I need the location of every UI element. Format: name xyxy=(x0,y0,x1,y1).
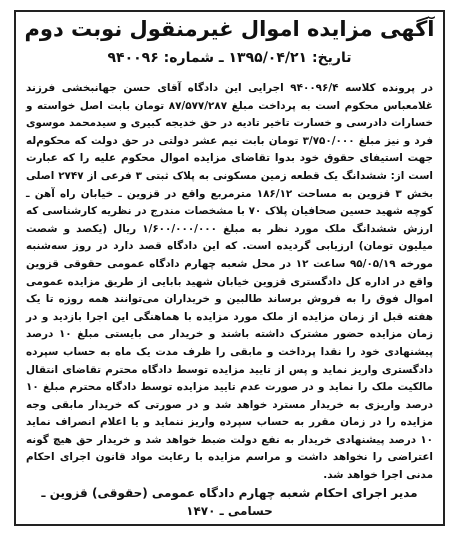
notice-body: در پرونده کلاسه ۹۴۰۰۹۶/۴ اجرایی این دادگاه آقای حسن جهانبخشی فرزند غلامعباس محکوم است به پرداخت مبلغ ۸۷/۵۷۷/۲۸۷ تومان بابت اصل خواسته و خسارات دادرسی و خسارت تاخیر تادیه در حق خدیجه کبیری و سیدمحمد موسوی فرد و نیز مبلغ ۳/۷۵۰/۰۰۰ تومان بابت نیم عشر دولتی در حق دولت که محکوم‌له جهت استیفای حقوق خود بدوا تقاضای مزایده اموال محکوم علیه را که عبارت است از: ششدانگ یک قطعه زمین مسکونی به پلاک ثبتی ۳ فرعی از ۲۷۴۷ اصلی بخش ۳ قزوین به مساحت ۱۸۶/۱۲ مترمربع واقع در قزوین ـ خیابان راه آهن ـ کوچه شهید حسین صحافیان پلاک ۷۰ با مشخصات مندرج در نظریه کارشناسی که ارزش ششدانگ ملک مورد نظر به مبلغ ۱/۶۰۰/۰۰۰/۰۰۰ ریال (یکصد و شصت میلیون تومان) ارزیابی گردیده است. که این دادگاه قصد دارد در روز سه‌شنبه مورخه ۹۵/۰۵/۱۹ ساعت ۱۲ در محل شعبه چهارم دادگاه عمومی حقوقی قزوین واقع در اداره کل دادگستری قزوین خیابان شهید بابایی از طریق مزایده عمومی اموال فوق را به فروش برساند طالبین و خریداران می‌توانند همه روزه تا یک هفته قبل از زمان مزایده از ملک مورد مزایده با هماهنگی این اجرا بازدید و در زمان مزایده حضور مشترک داشته باشند و خریدار می بایستی مبلغ ۱۰ درصد پیشنهادی خود را نقدا پرداخت و مابقی را ظرف مدت یک ماه به حساب سپرده دادگستری واریز نماید و پس از تایید مزایده توسط دادگاه محترم تقاضای انتقال مالکیت ملک را نماید و در صورت عدم تایید مزایده توسط دادگاه محترم مبلغ ۱۰ درصد واریزی به خریدار مسترد خواهد شد و در صورتی که خریدار مابقی وجه مزایده را در زمان مقرر به حساب سپرده واریز ننماید و یا اعلام انصراف نماید ۱۰ درصد پیشنهادی خریدار به نفع دولت ضبط خواهد شد و خریدار حق هیچ گونه اعتراضی را نخواهد داشت و مراسم مزایده با رعایت مواد قانون اجرای احکام مدنی اجرا خواهد شد. xyxy=(26,82,433,482)
legal-notice xyxy=(14,10,445,526)
notice-signature: مدیر اجرای احکام شعبه چهارم دادگاه عمومی (حقوقی) قزوین ـ حسامی ـ ۱۴۷۰ xyxy=(41,486,418,518)
notice-date-number: تاریخ: ۱۳۹۵/۰۴/۲۱ ـ شماره: ۹۴۰۰۹۶ xyxy=(107,50,352,66)
notice-title: آگهی مزایده اموال غیرمنقول نوبت دوم xyxy=(24,17,435,41)
